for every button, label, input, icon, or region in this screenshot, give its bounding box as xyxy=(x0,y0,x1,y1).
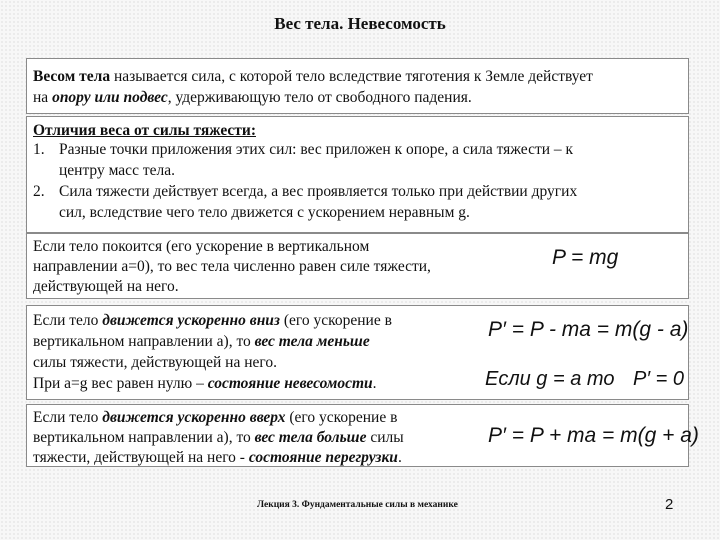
up-weight-greater: вес тела больше xyxy=(254,429,367,446)
definition-emphasis: опору или подвес xyxy=(52,89,168,106)
rest-line-3: действующей на него. xyxy=(33,278,179,295)
difference-1-line-1: Разные точки приложения этих сил: вес приложен к опоре, а сила тяжести – к xyxy=(59,141,574,158)
difference-2-number: 2. xyxy=(33,183,45,200)
rest-line-1: Если тело покоится (его ускорение в вертикальном xyxy=(33,238,370,255)
down-line-4: При a=g вес равен нулю – состояние невесомости. xyxy=(33,375,377,392)
difference-1-number: 1. xyxy=(33,141,45,158)
up-line-3: тяжести, действующей на него - состояние перегрузки. xyxy=(33,449,402,466)
weightlessness-term: состояние невесомости xyxy=(207,375,373,392)
definition-line-2: на опору или подвес, удерживающую тело от свободного падения. xyxy=(33,89,472,106)
differences-heading: Отличия веса от силы тяжести: xyxy=(33,122,256,139)
up-formula: P′ = P + ma = m(g + a) xyxy=(488,424,699,447)
differences-box xyxy=(26,116,689,233)
difference-2-line-2: сил, вследствие чего тело движется с ускорением неравным g. xyxy=(59,204,470,221)
rest-formula: P = mg xyxy=(552,246,619,269)
down-weight-less: вес тела меньше xyxy=(254,333,370,350)
difference-2-line-1: Сила тяжести действует всегда, а вес проявляется только при действии других xyxy=(59,183,578,200)
overload-term: состояние перегрузки xyxy=(248,449,398,466)
rest-line-2: направлении а=0), то вес тела численно равен силе тяжести, xyxy=(33,258,431,275)
footer-text: Лекция 3. Фундаментальные силы в механике xyxy=(257,500,458,510)
down-emphasis: движется ускоренно вниз xyxy=(102,312,280,329)
slide-title: Вес тела. Невесомость xyxy=(274,14,446,33)
definition-box xyxy=(26,58,689,114)
up-emphasis: движется ускоренно вверх xyxy=(102,409,286,426)
down-line-3: силы тяжести, действующей на него. xyxy=(33,354,278,371)
weightless-condition: Если g = a то xyxy=(485,368,615,390)
down-line-2: вертикальном направлении а), то вес тела меньше xyxy=(33,333,370,350)
down-line-1: Если тело движется ускоренно вниз (его ускорение в xyxy=(33,312,392,329)
up-line-2: вертикальном направлении а), то вес тела больше силы xyxy=(33,429,404,446)
up-line-1: Если тело движется ускоренно вверх (его ускорение в xyxy=(33,409,398,426)
difference-1-line-2: центру масс тела. xyxy=(59,162,175,179)
page-number: 2 xyxy=(665,496,674,513)
definition-line-1: Весом тела называется сила, с которой тело вследствие тяготения к Земле действует xyxy=(33,68,593,85)
down-formula: P′ = P - ma = m(g - a) xyxy=(488,318,689,341)
weightless-result: P′ = 0 xyxy=(633,368,685,390)
definition-term: Весом тела xyxy=(33,68,111,85)
